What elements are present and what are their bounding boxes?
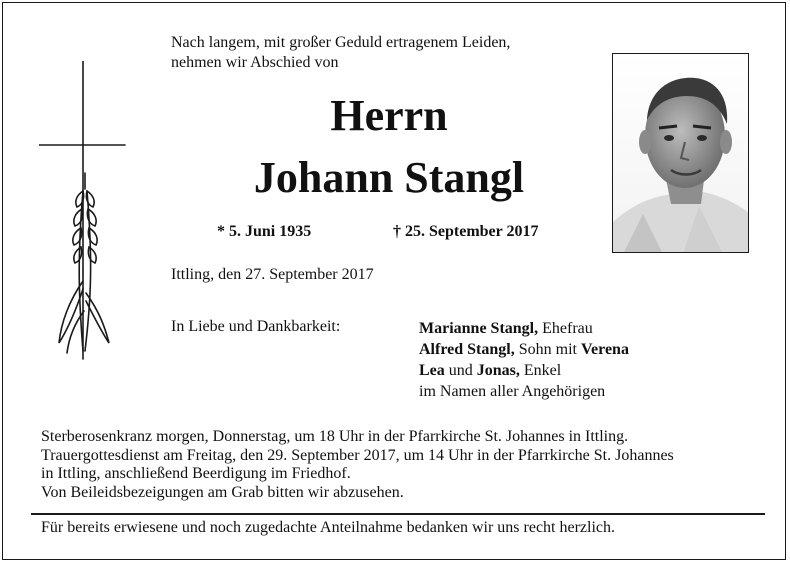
death-date: † 25. September 2017	[393, 223, 539, 240]
mourner-son	[419, 339, 629, 360]
mourner-wife	[419, 318, 629, 339]
mourner-grandchildren	[419, 360, 629, 381]
mourner-son-name: Alfred Stangl,	[419, 341, 515, 358]
obituary-card	[2, 2, 786, 560]
mourner-son-partner: Verena	[580, 341, 629, 358]
service-information	[41, 428, 761, 502]
service-line: Trauergottesdienst am Freitag, den 29. September 2017, um 14 Uhr in der Pfarrkirche St. Johannes	[41, 446, 674, 464]
mourners-list	[419, 318, 629, 402]
portrait-image	[613, 54, 749, 253]
intro-line-2: nehmen wir Abschied von	[171, 54, 339, 71]
intro-text	[171, 33, 510, 73]
service-line: Von Beileidsbezeigungen am Grab bitten wir abzusehen.	[41, 483, 404, 501]
mourner-son-role: Sohn mit	[514, 341, 581, 358]
mourner-wife-role: Ehefrau	[538, 320, 593, 337]
intro-line-1: Nach langem, mit großer Geduld ertragenem Leiden,	[171, 34, 511, 51]
cross-with-wheat-icon	[39, 61, 129, 361]
birth-date: * 5. Juni 1935	[217, 223, 312, 240]
service-line: Sterberosenkranz morgen, Donnerstag, um 18 Uhr in der Pfarrkirche St. Johannes in Ittling.	[41, 428, 629, 445]
mourner-wife-name: Marianne Stangl,	[419, 320, 539, 337]
mourner-grandchildren-role: Enkel	[519, 362, 562, 379]
service-line: in Ittling, anschließend Beerdigung im Friedhof.	[41, 465, 351, 482]
mourner-und: und	[444, 362, 477, 379]
closing-thanks: Für bereits erwiesene und noch zugedachte Anteilnahme bedanken wir uns recht herzlich.	[41, 519, 616, 536]
place-and-date: Ittling, den 27. September 2017	[171, 266, 374, 283]
mourner-lea: Lea	[419, 362, 445, 379]
divider-rule	[31, 513, 765, 515]
thanks-label: In Liebe und Dankbarkeit:	[171, 318, 341, 335]
title-salutation: Herrn	[330, 91, 448, 140]
deceased-name: Johann Stangl	[253, 153, 525, 202]
mourner-all-relatives: im Namen aller Angehörigen	[419, 383, 606, 400]
portrait-photo	[612, 53, 749, 253]
mourner-jonas: Jonas,	[476, 362, 520, 379]
